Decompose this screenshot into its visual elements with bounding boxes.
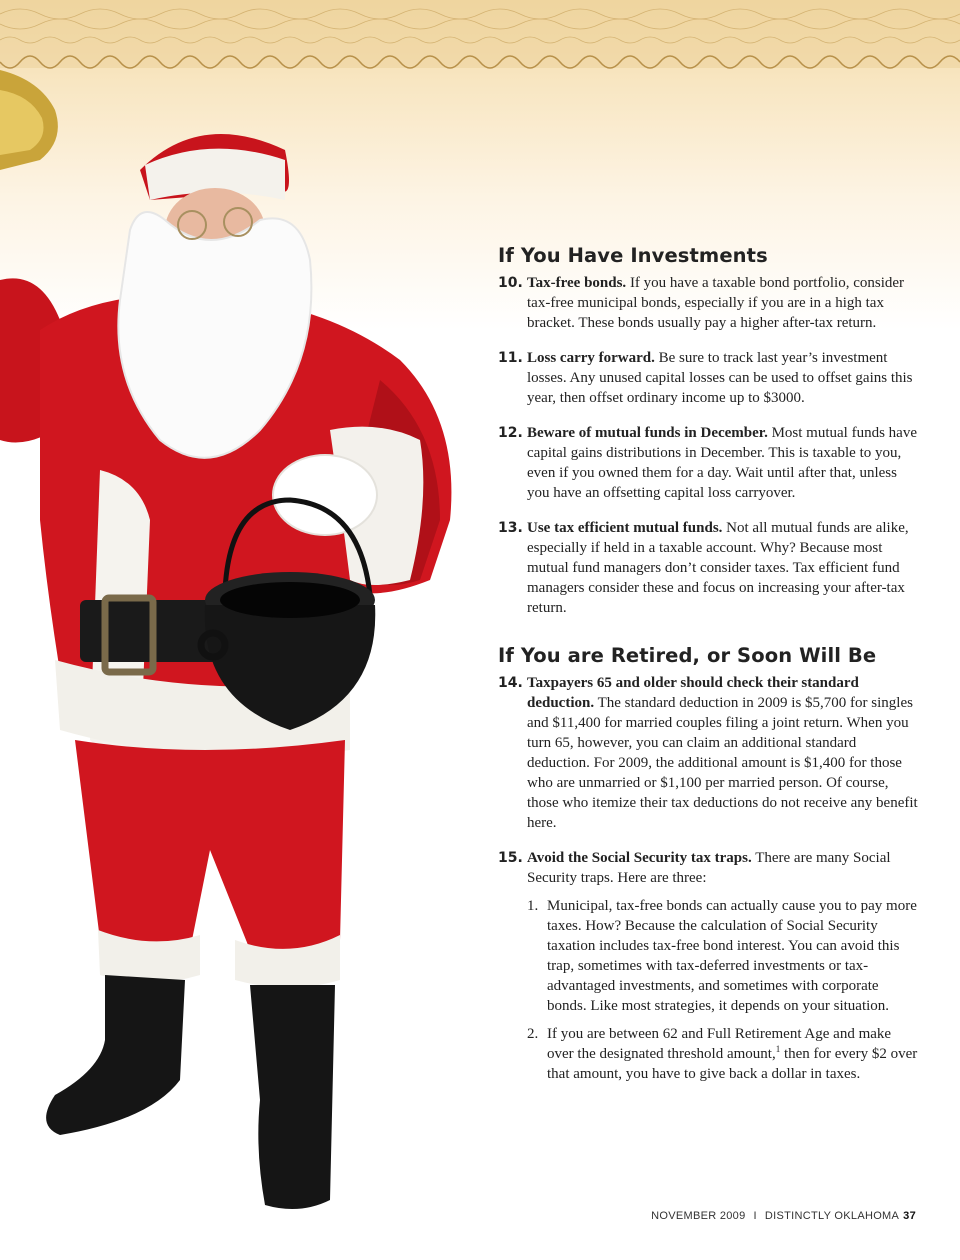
tip-text: Not all mutual funds are alike, especially if held in a taxable account. Why? Because most mutual fund managers don’t consider taxes. Tax efficient fund managers consider these and focus on increasing your after-tax return. (527, 520, 909, 616)
tip-text: Most mutual funds have capital gains distributions in December. This is taxable to you, even if you owned them for a day. Wait until after that, unless you have an offsetting capital loss carryover. (527, 425, 917, 501)
tip-text: If you have a taxable bond portfolio, consider tax-free municipal bonds, especially if you are in a high tax bracket. These bonds usually pay a higher after-tax return. (527, 275, 905, 331)
section-heading-investments: If You Have Investments (498, 244, 768, 267)
tip-lead: Taxpayers 65 and older should check their standard deduction. (527, 675, 859, 711)
tip-lead: Loss carry forward. (527, 350, 655, 366)
article-column (498, 244, 918, 1099)
tip-body (527, 348, 918, 408)
tip-item (498, 348, 918, 408)
sub-item-number: 1. (527, 898, 539, 914)
page-number: 37 (903, 1210, 916, 1222)
tip-number: 10. (498, 275, 523, 291)
bell-icon (0, 70, 58, 170)
tip-item (498, 273, 918, 333)
santa-photo (0, 60, 470, 1220)
tip-number: 12. (498, 425, 523, 441)
sub-item-body (547, 1024, 918, 1084)
tip-lead: Beware of mutual funds in December. (527, 425, 768, 441)
tip-lead: Use tax efficient mutual funds. (527, 520, 723, 536)
tip-body (527, 518, 918, 618)
tip-item (498, 423, 918, 503)
tip-text: There are many Social Security traps. Here are three: (527, 850, 891, 886)
tip-body (527, 273, 918, 333)
sub-list-item (527, 896, 918, 1016)
footer-separator: I (753, 1210, 757, 1222)
tip-body (527, 848, 918, 1084)
footer-publication: DISTINCTLY OKLAHOMA (764, 1210, 900, 1222)
sub-item-text-after: then for every $2 over that amount, you have to give back a dollar in taxes. (547, 1046, 918, 1082)
tip-number: 14. (498, 675, 523, 691)
sub-item-number: 2. (527, 1026, 539, 1042)
tip-text: The standard deduction in 2009 is $5,700 for singles and $11,400 for married couples filing a joint return. When you turn 65, however, you can claim an additional standard deduction. For 2009, the additional amount is $1,400 for those who are unmarried or $1,100 per married person. Of course, those who itemize their tax deductions do not receive any benefit here. (527, 695, 918, 831)
tip-item (498, 518, 918, 618)
section-heading-retired: If You are Retired, or Soon Will Be (498, 644, 877, 667)
tip-lead: Tax-free bonds. (527, 275, 627, 291)
sub-item-text: Municipal, tax-free bonds can actually cause you to pay more taxes. How? Because the calculation of Social Security taxation includes tax-free bond interest. You can avoid this trap, sometimes with tax-deferred investments or tax-advantaged investments, and sometimes with corporate bonds. Like most strategies, it depends on your situation. (547, 898, 917, 1014)
tip-lead: Avoid the Social Security tax traps. (527, 850, 752, 866)
tip-item (498, 673, 918, 833)
sub-list-item (527, 1024, 918, 1084)
sub-item-text: If you are between 62 and Full Retirement Age and make over the designated threshold amount, (547, 1026, 892, 1062)
tip-number: 11. (498, 350, 523, 366)
tip-number: 15. (498, 850, 523, 866)
page-footer (651, 1210, 916, 1222)
footer-date: NOVEMBER 2009 (651, 1210, 746, 1222)
tip-body (527, 673, 918, 833)
tip-number: 13. (498, 520, 523, 536)
tip-body (527, 423, 918, 503)
footnote-marker: 1 (775, 1044, 781, 1054)
tip-item (498, 848, 918, 1084)
tip-text: Be sure to track last year’s investment losses. Any unused capital losses can be used to offset gains this year, then offset ordinary income up to $3000. (527, 350, 913, 406)
